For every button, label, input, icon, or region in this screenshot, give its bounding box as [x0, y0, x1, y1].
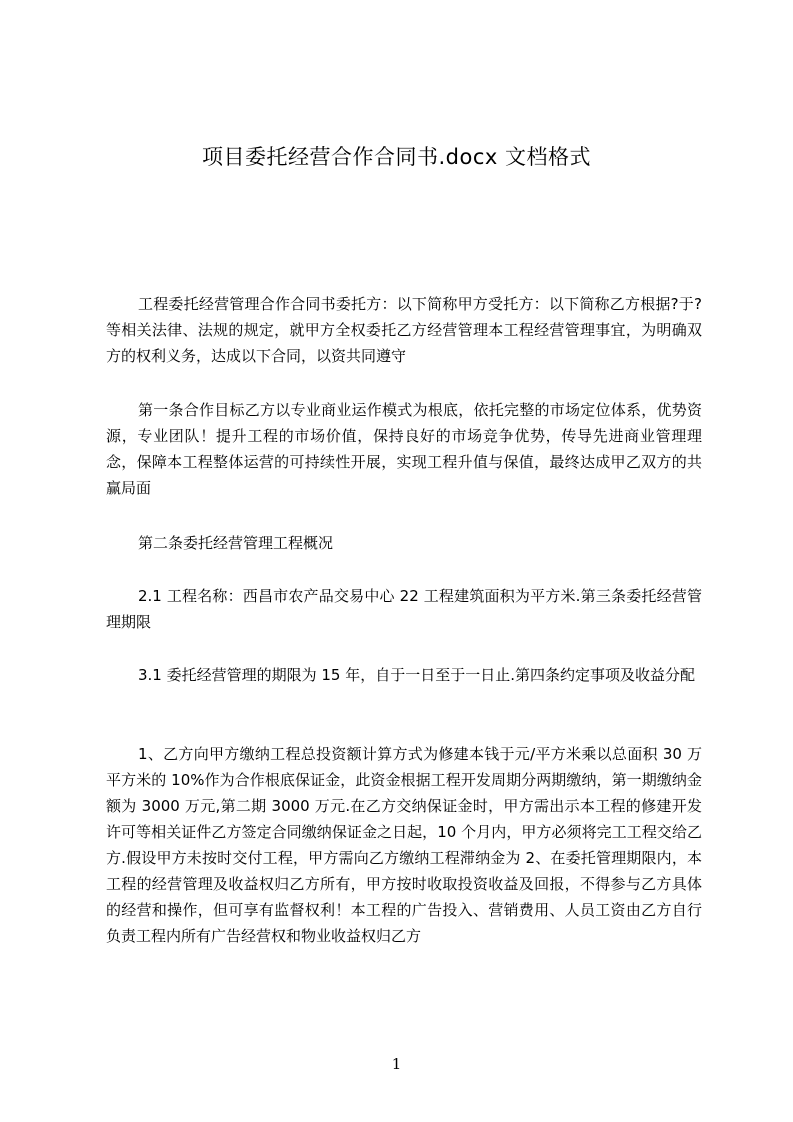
document-title: 项目委托经营合作合同书.docx 文档格式: [201, 145, 591, 169]
paragraph-article-2-heading: 第二条委托经营管理工程概况: [138, 534, 334, 552]
paragraph-preamble: 工程委托经营管理合作合同书委托方：以下简称甲方受托方：以下简称乙方根据?于?等相关法律、法规的规定，就甲方全权委托乙方经营管理本工程经营管理事宜，为明确双方的权利义务，达成以下合同，以资共同遵守: [106, 295, 702, 365]
paragraph-article-3-1: 3.1 委托经营管理的期限为 15 年，自于一日至于一日止.第四条约定事项及收益分配: [138, 666, 696, 684]
paragraph-article-4-1: 1、乙方向甲方缴纳工程总投资额计算方式为修建本钱于元/平方米乘以总面积 30 万平方米的 10%作为合作根底保证金，此资金根据工程开发周期分两期缴纳，第一期缴纳金额为 3000 万元,第二期 3000 万元.在乙方交纳保证金时，甲方需出示本工程的修建开发许可等相关证件乙方签定合同缴纳保证金之日起，10 个月内，甲方必须将完工工程交给乙方.假设甲方未按时交付工程，甲方需向乙方缴纳工程滞纳金为 2、在委托管理期限内，本工程的经营管理及收益权归乙方所有，甲方按时收取投资收益及回报，不得参与乙方具体的经营和操作，但可享有监督权利！本工程的广告投入、营销费用、人员工资由乙方自行负责工程内所有广告经营权和物业收益权归乙方: [106, 745, 702, 945]
page-number: 1: [391, 1055, 402, 1073]
paragraph-article-1: 第一条合作目标乙方以专业商业运作模式为根底，依托完整的市场定位体系，优势资源，专业团队！提升工程的市场价值，保持良好的市场竞争优势，传导先进商业管理理念，保障本工程整体运营的可持续性开展，实现工程升值与保值，最终达成甲乙双方的共赢局面: [106, 401, 702, 497]
paragraph-article-2-1: 2.1 工程名称：西昌市农产品交易中心 22 工程建筑面积为平方米.第三条委托经营管理期限: [106, 587, 702, 631]
